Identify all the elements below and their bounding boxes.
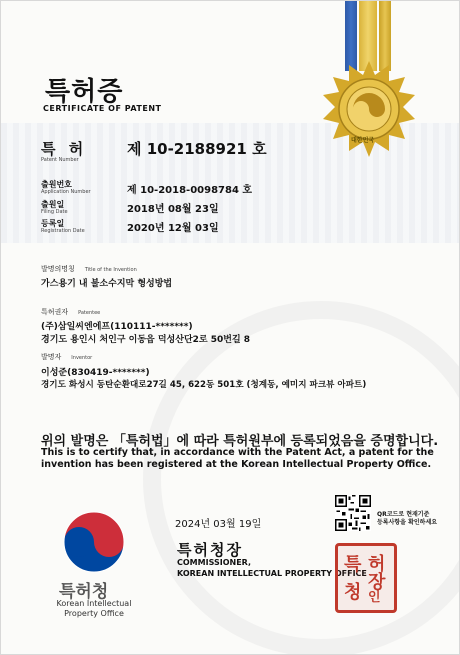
- registration-date-value: 2020년 12월 03일: [127, 223, 219, 234]
- application-number-value: 제 10-2018-0098784 호: [127, 185, 253, 196]
- official-seal-icon: 특 허 청 장 인: [335, 543, 397, 613]
- emblem-text: 대한민국: [351, 137, 375, 144]
- kipo-name-ko: 특허청: [59, 582, 109, 602]
- watermark: [143, 301, 460, 655]
- patent-number-label-en: Patent Number: [41, 157, 79, 163]
- patent-number-value: 제 10-2188921 호: [127, 140, 267, 158]
- issue-date: 2024년 03월 19일: [175, 519, 262, 530]
- national-emblem-icon: [319, 59, 419, 159]
- application-number-label: 출원번호: [41, 180, 72, 189]
- certificate-title-en: CERTIFICATE OF PATENT: [43, 104, 162, 113]
- application-number-label-en: Application Number: [41, 189, 91, 195]
- certification-statement-en: This is to certify that, in accordance with the Patent Act, a patent for the invention has been registered at the Korean Intellectual Property Office.: [41, 447, 434, 470]
- filing-date-label-en: Filing Date: [41, 209, 68, 215]
- invention-title-label: 발명의명칭 Title of the Invention: [41, 265, 137, 273]
- invention-title-value: 가스용기 내 불소수지막 형성방법: [41, 279, 173, 289]
- filing-date-value: 2018년 08월 23일: [127, 204, 219, 215]
- certification-statement-ko: 위의 발명은 「특허법」에 따라 특허원부에 등록되었음을 증명합니다.: [41, 434, 439, 449]
- inventor-name: 이성준(830419-*******): [41, 368, 150, 378]
- inventor-address: 경기도 화성시 동탄순환대로27길 45, 622동 501호 (청계동, 예미지 파크뷰 아파트): [41, 380, 367, 390]
- inventor-label: 발명자 Inventor: [41, 353, 93, 361]
- patentee-address: 경기도 용인시 처인구 이동읍 덕성산단2로 50번길 8: [41, 335, 251, 345]
- filing-date-label: 출원일: [41, 200, 65, 209]
- kipo-logo-icon: [61, 509, 127, 575]
- certificate-title: 특허증: [45, 77, 124, 107]
- registration-date-label: 등록일: [41, 219, 65, 228]
- registration-date-label-en: Registration Date: [41, 228, 85, 234]
- qr-instruction: QR코드로 현재기준 등록사항을 확인하세요: [377, 511, 438, 526]
- patent-number-label: 특 허: [41, 140, 88, 158]
- patentee-label: 특허권자 Patentee: [41, 308, 101, 316]
- commissioner-title-en: COMMISSIONER, KOREAN INTELLECTUAL PROPERTY OFFICE: [177, 558, 367, 578]
- qr-code-icon[interactable]: [335, 495, 371, 531]
- commissioner-title: 특허청장: [177, 541, 243, 559]
- kipo-name-en: Korean Intellectual Property Office: [56, 599, 132, 618]
- patentee-name: (주)삼일씨엔에프(110111-*******): [41, 322, 193, 332]
